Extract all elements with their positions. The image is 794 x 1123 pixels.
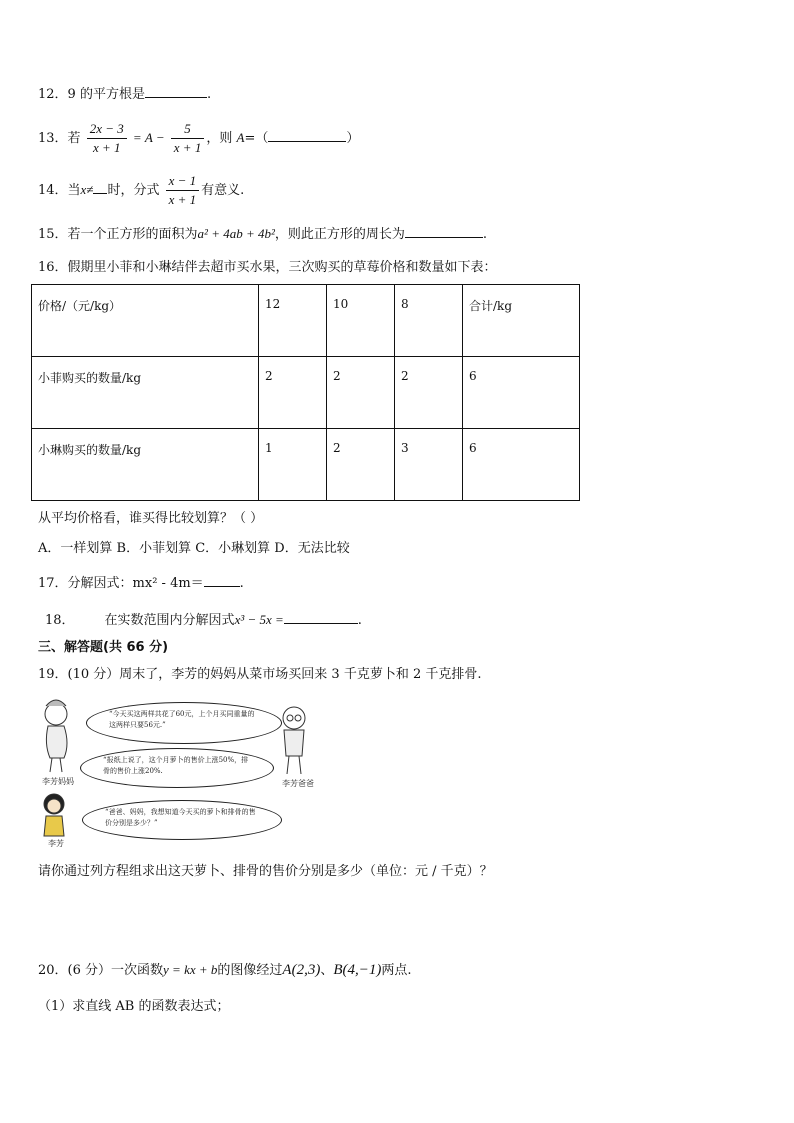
q16-options[interactable] [38, 540, 350, 558]
table-cell: 12 [259, 285, 327, 357]
q20-part-1 [38, 998, 229, 1016]
q19-illustration [36, 696, 326, 848]
q15-expression: a² + 4ab + 4b² [197, 226, 275, 241]
table-cell: 2 [259, 357, 327, 429]
q13-prefix: 13．若 [38, 131, 81, 146]
table-row [32, 285, 580, 357]
question-17 [38, 572, 244, 593]
q18-text: 在实数范围内分解因式 [104, 613, 235, 628]
caption-dad: 李芳爸爸 [282, 779, 314, 788]
q16-question [38, 510, 263, 528]
question-14 [38, 172, 244, 209]
q14-fraction-denominator: x + 1 [168, 192, 197, 207]
table-cell: 小琳购买的数量/kg [32, 429, 259, 501]
q12-text: 12．9 的平方根是 [38, 87, 145, 102]
q13-then: ，则 [206, 131, 233, 146]
table-cell: 小菲购买的数量/kg [32, 357, 259, 429]
table-cell: 合计/kg [463, 285, 580, 357]
q16-options-text: A．一样划算 B．小菲划算 C．小琳划算 D．无法比较 [38, 541, 350, 556]
q15-answer-blank[interactable] [405, 223, 483, 238]
q13-fraction-2-numerator: 5 [171, 120, 205, 139]
question-12 [38, 83, 211, 104]
table-row [32, 429, 580, 501]
q16-question-text: 从平均价格看，谁买得比较划算？（ ） [38, 511, 264, 526]
q18-label: 18． [45, 613, 75, 628]
q20-mid: 的图像经过 [217, 963, 283, 978]
table-cell: 价格/（元/kg） [32, 285, 259, 357]
bubble-mom: “今天买这两样共花了60元，上个月买同重量的这两样只要56元.” [86, 702, 282, 744]
q13-fraction-2 [171, 120, 205, 157]
q18-expression: x³ − 5x = [234, 612, 284, 627]
question-19 [38, 666, 482, 684]
q19-text: 19．(10 分）周末了，李芳的妈妈从菜市场买回来 3 千克萝卜和 2 千克排骨. [38, 667, 482, 682]
q17-text: 17．分解因式：mx² - 4m＝ [38, 576, 204, 591]
q18-answer-blank[interactable] [284, 609, 358, 624]
q13-fraction-1 [87, 120, 127, 157]
q14-prefix: 14．当 [38, 183, 81, 198]
q12-answer-blank[interactable] [145, 83, 207, 98]
strawberry-price-table [31, 284, 580, 501]
table-row [32, 357, 580, 429]
q13-answer-blank[interactable] [268, 127, 346, 142]
q15-mid: ，则此正方形的周长为 [274, 227, 405, 242]
q20-point-b: B(4,−1) [333, 962, 382, 978]
table-cell: 6 [463, 429, 580, 501]
q14-fraction-numerator: x − 1 [166, 172, 200, 191]
section-heading: 三、解答题(共 66 分) [38, 640, 169, 655]
q13-variable: A [236, 130, 245, 145]
question-15 [38, 223, 487, 244]
q20-point-a: A(2,3) [282, 962, 321, 978]
q20-part-1-text: （1）求直线 AB 的函数表达式； [38, 999, 230, 1014]
table-cell: 8 [395, 285, 463, 357]
dad-figure-icon [283, 707, 305, 774]
table-cell: 1 [259, 429, 327, 501]
mom-figure-icon [45, 700, 67, 772]
table-cell: 10 [327, 285, 395, 357]
q14-variable: x≠ [80, 182, 94, 197]
q17-answer-blank[interactable] [204, 572, 240, 587]
q18-end: . [357, 613, 362, 628]
table-cell: 2 [327, 429, 395, 501]
q15-end: . [482, 227, 488, 242]
table-cell: 6 [463, 357, 580, 429]
q12-end: . [206, 87, 212, 102]
table-cell: 2 [327, 357, 395, 429]
q13-equals: = A − [132, 130, 165, 145]
q13-equals-paren: =（ [244, 131, 269, 146]
q19-question [38, 863, 493, 881]
caption-girl: 李芳 [48, 839, 64, 848]
q14-answer-blank[interactable] [93, 179, 107, 194]
q16-intro-text: 16．假期里小菲和小琳结伴去超市买水果，三次购买的草莓价格和数量如下表： [38, 260, 497, 275]
girl-figure-icon [44, 794, 64, 836]
q20-prefix: 20．(6 分）一次函数 [38, 963, 164, 978]
question-16-intro [38, 259, 497, 277]
q14-fraction [166, 172, 200, 209]
question-18 [45, 609, 362, 630]
q20-separator: 、 [320, 963, 334, 978]
q20-end: 两点. [381, 963, 412, 978]
q19-question-text: 请你通过列方程组求出这天萝卜、排骨的售价分别是多少（单位：元 / 千克）？ [38, 864, 493, 879]
bubble-dad: “报纸上说了，这个月萝卜的售价上涨50%，排骨的售价上涨20%. [80, 748, 274, 788]
q15-prefix: 15．若一个正方形的面积为 [38, 227, 198, 242]
q13-fraction-2-denominator: x + 1 [173, 140, 202, 155]
caption-mom: 李芳妈妈 [42, 777, 74, 786]
q13-fraction-1-numerator: 2x − 3 [87, 120, 127, 139]
question-13 [38, 120, 359, 157]
q13-close-paren: ） [346, 131, 360, 146]
q17-end: . [239, 576, 244, 591]
table-cell: 2 [395, 357, 463, 429]
q13-fraction-1-denominator: x + 1 [92, 140, 121, 155]
table-cell: 3 [395, 429, 463, 501]
question-20 [38, 961, 412, 980]
q14-end: 有意义. [201, 183, 245, 198]
bubble-girl: “爸爸、妈妈，我想知道今天买的萝卜和排骨的售价分别是多少？” [82, 800, 282, 840]
q20-function: y = kx + b [163, 962, 218, 977]
q14-mid: 时，分式 [107, 183, 160, 198]
